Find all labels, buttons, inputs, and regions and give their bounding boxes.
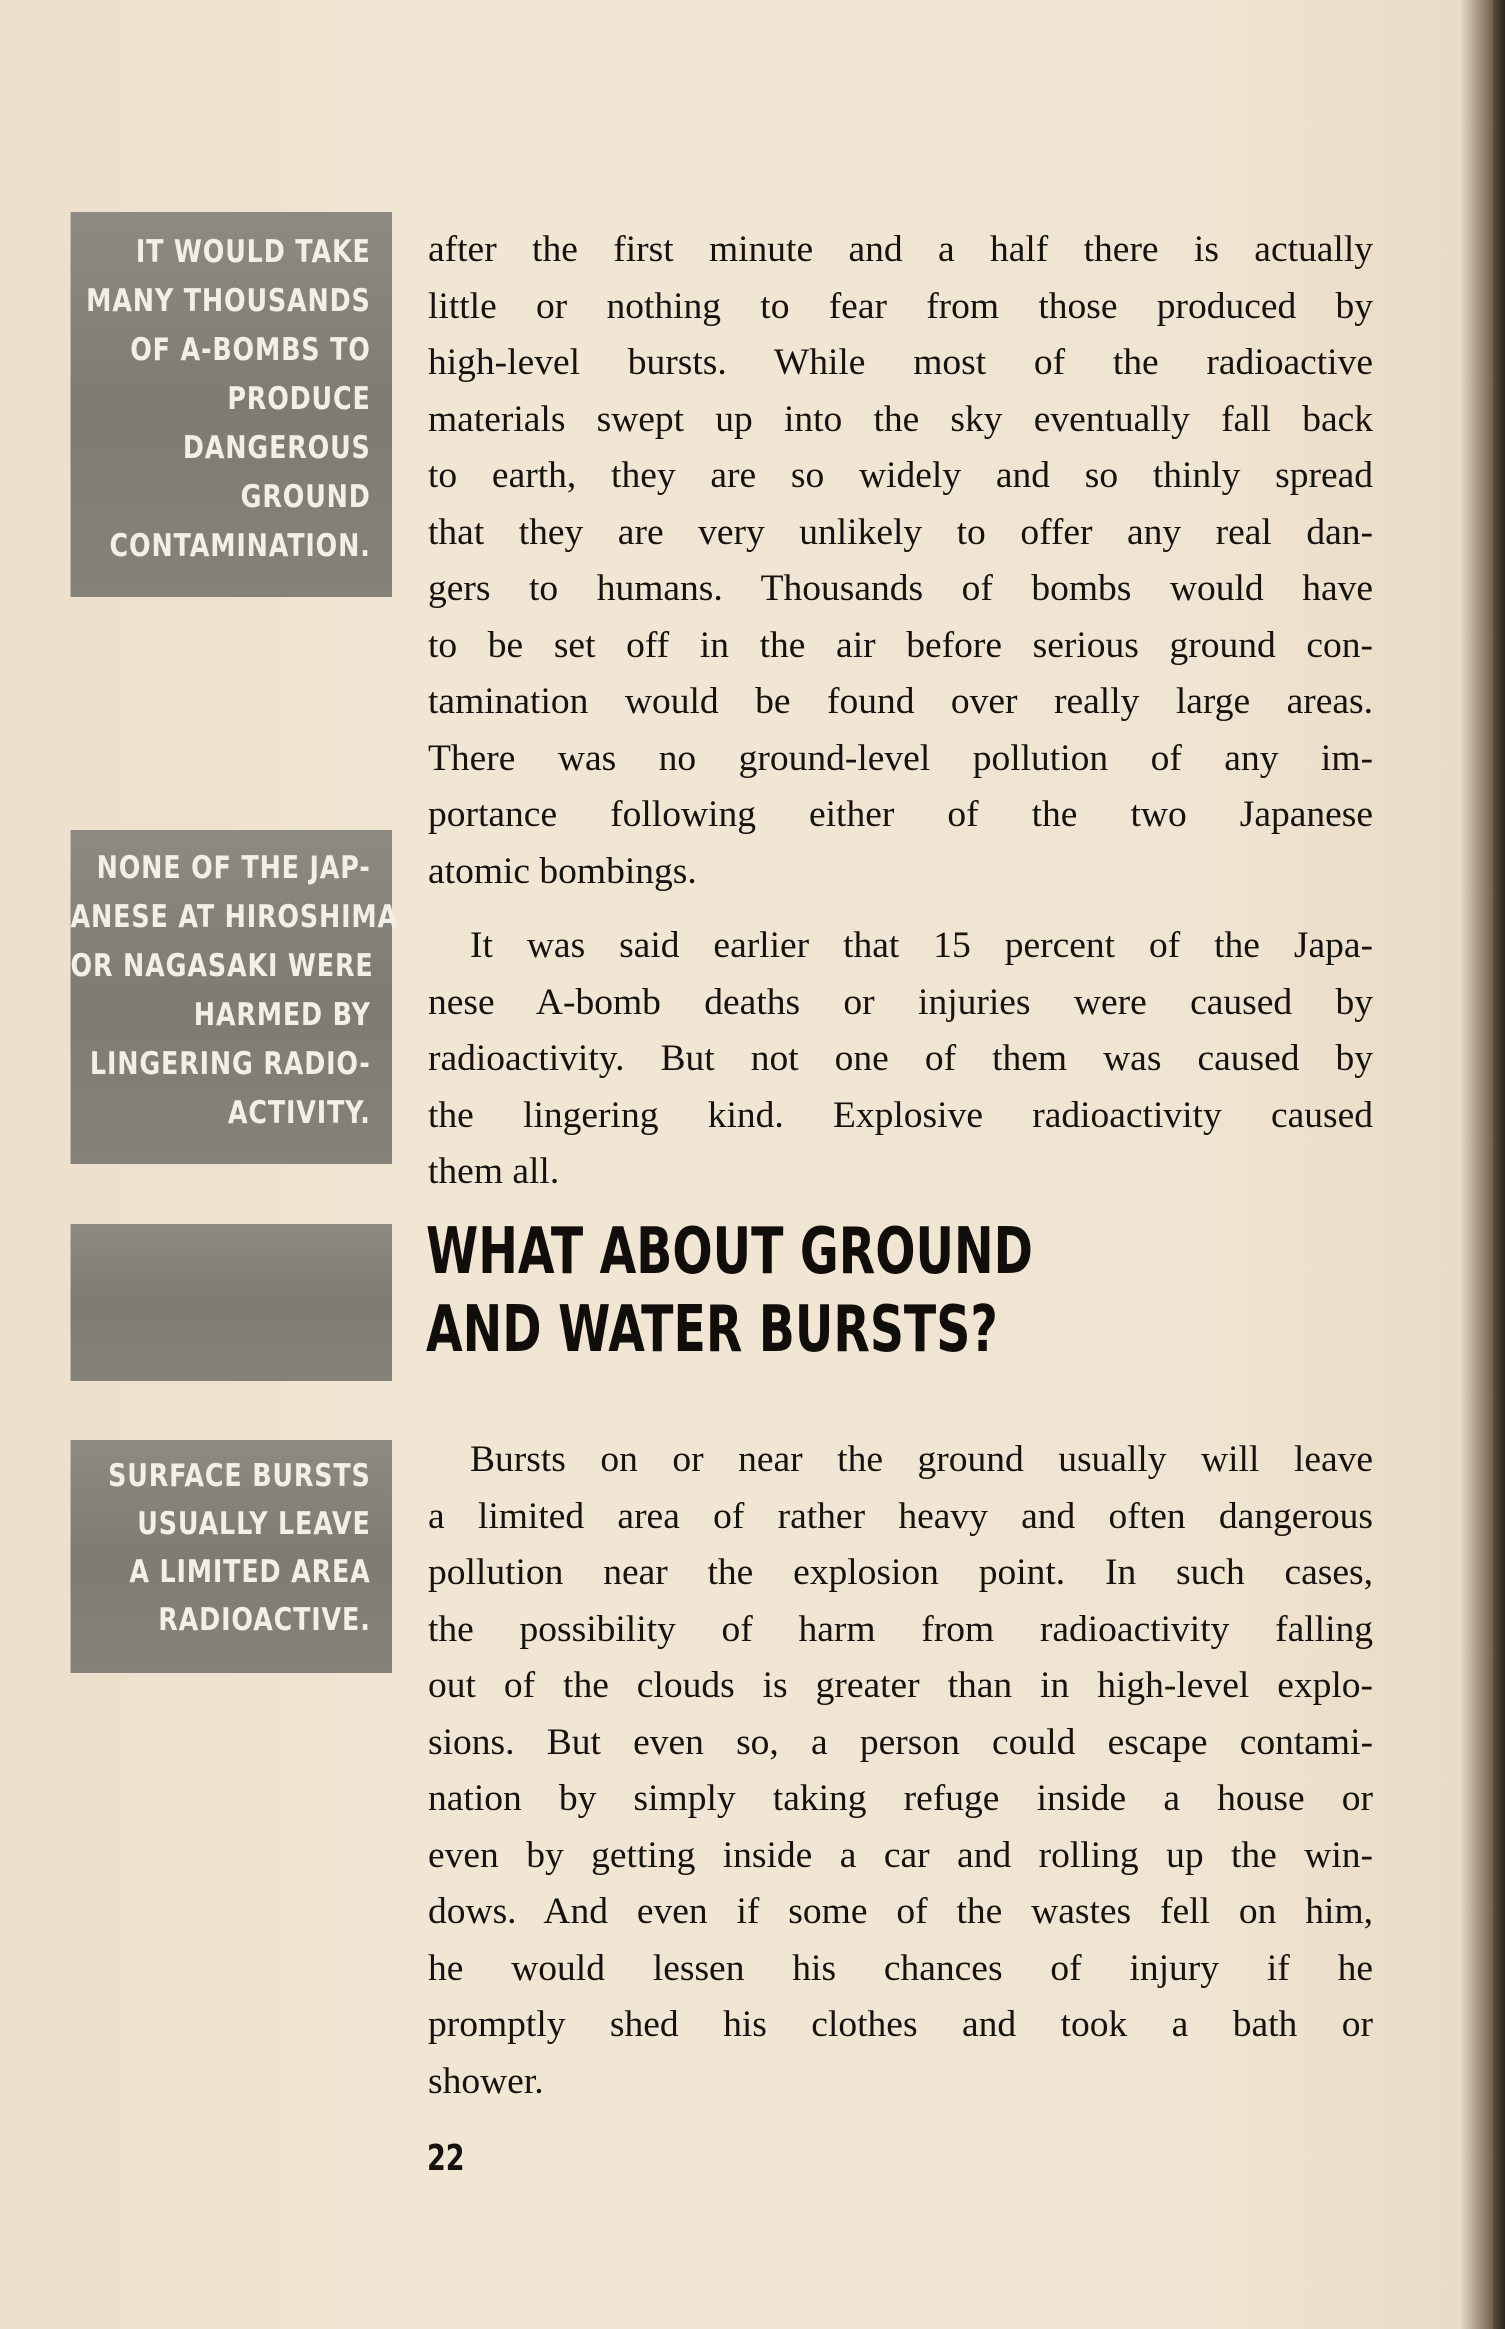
text-line: radioactivity. But not one of them was caused by bbox=[428, 1038, 1373, 1079]
text-line: a limited area of rather heavy and often dangerous bbox=[428, 1495, 1373, 1537]
text-line: tamination would be found over really large areas. bbox=[428, 681, 1373, 722]
callout-line: PRODUCE bbox=[227, 381, 371, 417]
paragraph-3 bbox=[428, 1432, 1373, 2110]
body-text-continued bbox=[428, 1432, 1373, 2110]
text-line: nation by simply taking refuge inside a house or bbox=[428, 1778, 1373, 1819]
callout-line: RADIOACTIVE. bbox=[158, 1602, 371, 1638]
callout-line: HARMED BY bbox=[193, 997, 371, 1033]
callout-line: ANESE AT HIROSHIMA bbox=[70, 899, 398, 935]
callout-line: OR NAGASAKI WERE bbox=[70, 948, 374, 984]
paragraph-1 bbox=[428, 222, 1373, 900]
text-line: the lingering kind. Explosive radioactivity caused bbox=[428, 1094, 1373, 1136]
sidebar-callout-contamination bbox=[71, 212, 392, 597]
callout-line: IT WOULD TAKE bbox=[135, 234, 371, 270]
text-line: dows. And even if some of the wastes fell on him, bbox=[428, 1891, 1373, 1932]
callout-line: SURFACE BURSTS bbox=[108, 1458, 371, 1494]
text-line: portance following either of the two Japanese bbox=[428, 794, 1373, 835]
text-line: little or nothing to fear from those produced by bbox=[428, 285, 1373, 327]
sidebar-callout-surface-bursts bbox=[71, 1440, 392, 1673]
text-line: out of the clouds is greater than in high-level explo- bbox=[428, 1665, 1373, 1706]
paragraph-2 bbox=[428, 918, 1373, 1201]
text-line: shower. bbox=[428, 2060, 544, 2102]
callout-line: NONE OF THE JAP- bbox=[96, 850, 371, 886]
text-line: to be set off in the air before serious ground con- bbox=[428, 624, 1373, 666]
callout-line: ACTIVITY. bbox=[227, 1095, 371, 1131]
book-spine-edge bbox=[1493, 0, 1505, 2329]
callout-line: MANY THOUSANDS bbox=[86, 283, 371, 319]
body-text bbox=[428, 222, 1373, 1201]
text-line: It was said earlier that 15 percent of the Japa- bbox=[470, 925, 1373, 966]
text-line: promptly shed his clothes and took a bath or bbox=[428, 2004, 1373, 2045]
heading-line: WHAT ABOUT GROUND bbox=[426, 1215, 1033, 1289]
text-line: nese A-bomb deaths or injuries were caused by bbox=[428, 981, 1373, 1023]
text-line: he would lessen his chances of injury if he bbox=[428, 1947, 1373, 1989]
text-line: There was no ground-level pollution of any im- bbox=[428, 737, 1373, 779]
text-line: pollution near the explosion point. In such cases, bbox=[428, 1552, 1373, 1593]
text-line: the possibility of harm from radioactivity falling bbox=[428, 1608, 1373, 1650]
callout-line: LINGERING RADIO- bbox=[89, 1046, 371, 1082]
page-number: 22 bbox=[427, 2138, 465, 2179]
sidebar-callout-japanese bbox=[70, 830, 398, 1164]
sidebar-blank-box bbox=[71, 1224, 392, 1381]
section-heading bbox=[426, 1213, 1136, 1369]
callout-line: A LIMITED AREA bbox=[129, 1554, 371, 1590]
text-line: sions. But even so, a person could escape contami- bbox=[428, 1721, 1373, 1763]
text-line: to earth, they are so widely and so thinly spread bbox=[428, 455, 1373, 496]
text-line: that they are very unlikely to offer any real dan- bbox=[428, 511, 1373, 553]
callout-line: USUALLY LEAVE bbox=[137, 1506, 371, 1542]
text-line: them all. bbox=[428, 1151, 560, 1192]
callout-line: OF A-BOMBS TO bbox=[130, 332, 371, 368]
text-line: materials swept up into the sky eventually fall back bbox=[428, 398, 1373, 440]
heading-line: AND WATER BURSTS? bbox=[426, 1293, 998, 1367]
callout-line: DANGEROUS bbox=[182, 430, 371, 466]
callout-line: GROUND bbox=[240, 479, 371, 515]
text-line: atomic bombings. bbox=[428, 850, 697, 892]
text-line: Bursts on or near the ground usually will leave bbox=[470, 1439, 1373, 1480]
text-line: high-level bursts. While most of the radioactive bbox=[428, 342, 1373, 383]
text-line: after the first minute and a half there is actually bbox=[428, 229, 1373, 270]
text-line: even by getting inside a car and rolling up the win- bbox=[428, 1834, 1373, 1876]
text-line: gers to humans. Thousands of bombs would have bbox=[428, 568, 1373, 609]
callout-line: CONTAMINATION. bbox=[109, 528, 371, 564]
